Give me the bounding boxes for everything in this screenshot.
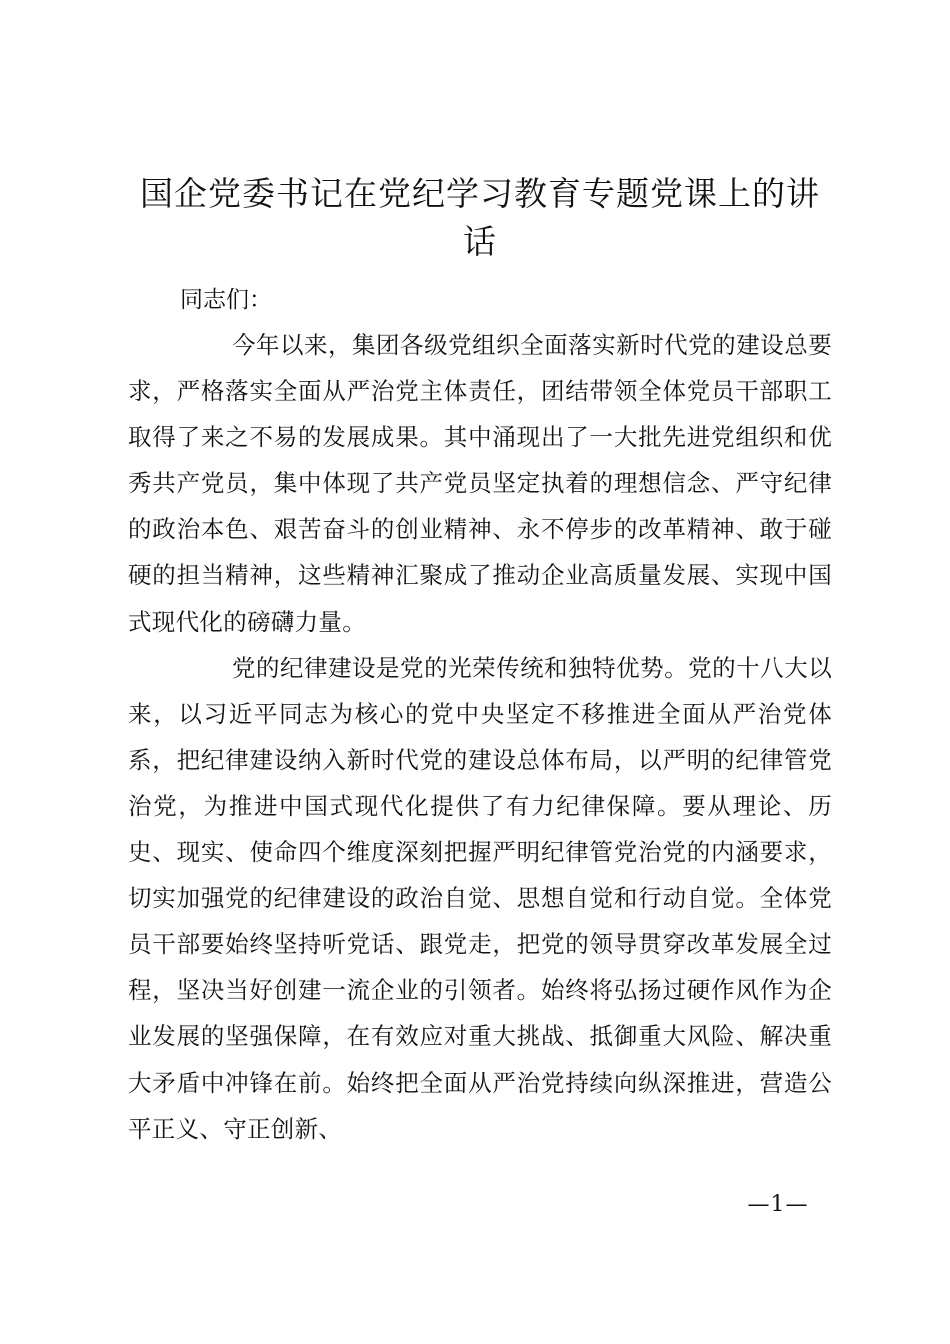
paragraph: 党的纪律建设是党的光荣传统和独特优势。党的十八大以来，以习近平同志为核心的党中央坚定不移推进全面从严治党体系，把纪律建设纳入新时代党的建设总体布局，以严明的纪律管党治党，为推进中国式现代化提供了有力纪律保障。要从理论、历史、现实、使命四个维度深刻把握严明纪律管党治党的内涵要求，切实加强党的纪律建设的政治自觉、思想自觉和行动自觉。全体党员干部要始终坚持听党话、跟党走，把党的领导贯穿改革发展全过程，坚决当好创建一流企业的引领者。始终将弘扬过硬作风作为企业发展的坚强保障，在有效应对重大挑战、抵御重大风险、解决重大矛盾中冲锋在前。始终把全面从严治党持续向纵深推进，营造公平正义、守正创新、 (128, 653, 832, 1143)
salutation: 同志们： (180, 287, 272, 313)
document-body (128, 322, 832, 1152)
page-number: —1— (747, 1192, 809, 1217)
paragraph: 今年以来，集团各级党组织全面落实新时代党的建设总要求，严格落实全面从严治党主体责任，团结带领全体党员干部职工取得了来之不易的发展成果。其中涌现出了一大批先进党组织和优秀共产党员，集中体现了共产党员坚定执着的理想信念、严守纪律的政治本色、艰苦奋斗的创业精神、永不停步的改革精神、敢于碰硬的担当精神，这些精神汇聚成了推动企业高质量发展、实现中国式现代化的磅礴力量。 (128, 331, 832, 636)
document-title: 国企党委书记在党纪学习教育专题党课上的讲话 (140, 174, 820, 261)
